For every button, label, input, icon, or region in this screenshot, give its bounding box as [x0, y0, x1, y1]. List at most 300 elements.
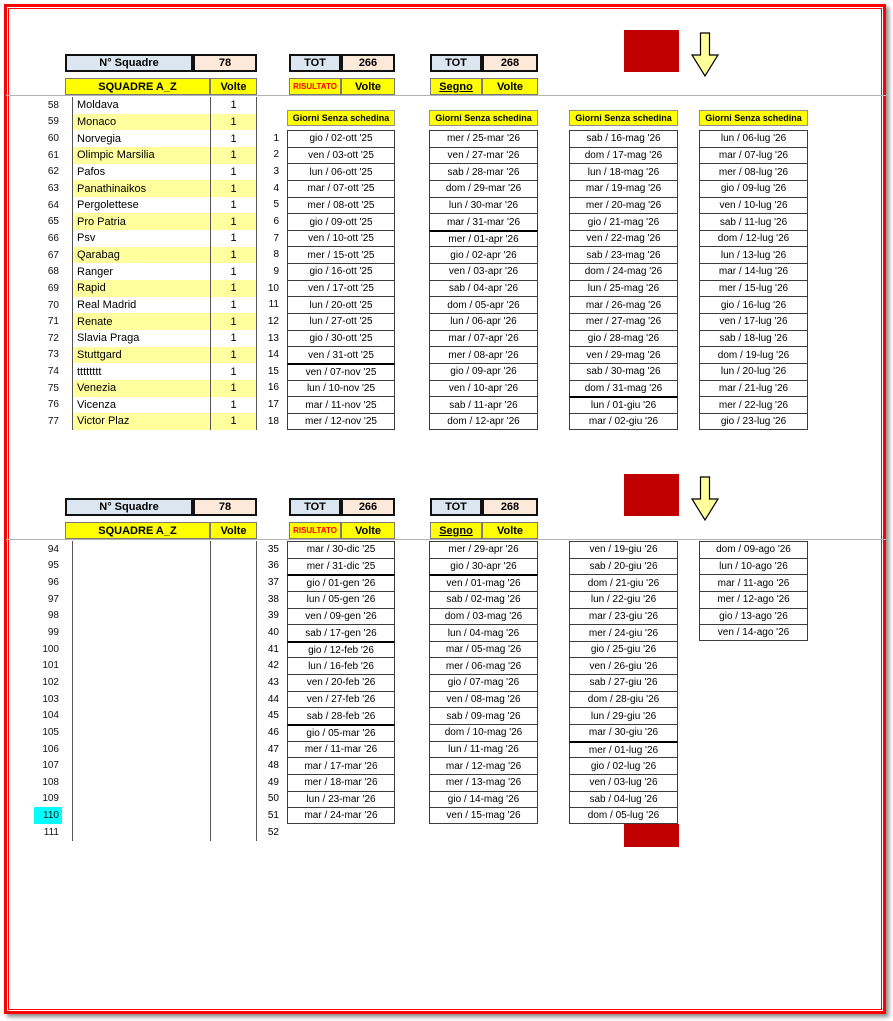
- date-index-cell[interactable]: 46: [267, 726, 279, 738]
- team-row[interactable]: [72, 591, 257, 608]
- squadre-az-header[interactable]: SQUADRE A_Z: [65, 78, 210, 95]
- team-row[interactable]: [72, 247, 257, 264]
- team-row[interactable]: [72, 230, 257, 247]
- n-squadre-label-cell[interactable]: N° Squadre: [65, 54, 193, 72]
- date-cell[interactable]: lun / 04-mag '26: [429, 624, 538, 641]
- team-row[interactable]: [72, 624, 257, 641]
- date-cell[interactable]: mer / 24-giu '26: [569, 624, 678, 641]
- team-name-cell[interactable]: Real Madrid: [77, 299, 137, 311]
- row-number-cell[interactable]: 61: [47, 149, 59, 161]
- team-name-cell[interactable]: Psv: [77, 232, 96, 245]
- date-cell[interactable]: sab / 04-apr '26: [429, 280, 538, 297]
- team-name-cell[interactable]: [73, 674, 210, 691]
- date-cell[interactable]: mar / 02-giu '26: [569, 413, 678, 430]
- team-volte-cell[interactable]: 1: [210, 380, 256, 397]
- date-index-cell[interactable]: 2: [273, 149, 279, 161]
- tot-risultato-value-cell[interactable]: 266: [341, 498, 395, 516]
- date-cell[interactable]: gio / 30-apr '26: [429, 558, 538, 575]
- date-cell[interactable]: gio / 25-giu '26: [569, 641, 678, 658]
- team-row[interactable]: [72, 280, 257, 297]
- date-cell[interactable]: gio / 07-mag '26: [429, 674, 538, 691]
- team-volte-cell[interactable]: 1: [210, 213, 256, 230]
- date-index-cell[interactable]: 43: [267, 676, 279, 688]
- date-index-cell[interactable]: 40: [267, 627, 279, 639]
- row-number-cell[interactable]: 110: [34, 807, 62, 824]
- date-index-cell[interactable]: 45: [267, 710, 279, 722]
- date-cell[interactable]: lun / 06-apr '26: [429, 313, 538, 330]
- date-cell[interactable]: lun / 29-giu '26: [569, 707, 678, 724]
- row-number-cell[interactable]: 104: [42, 710, 59, 722]
- date-index-cell[interactable]: 11: [268, 299, 279, 311]
- giorni-senza-schedina-header[interactable]: Giorni Senza schedina: [429, 110, 538, 126]
- team-volte-cell[interactable]: 1: [210, 363, 256, 380]
- row-number-cell[interactable]: 58: [47, 99, 59, 111]
- team-name-cell[interactable]: Slavia Praga: [77, 332, 140, 345]
- date-cell[interactable]: lun / 18-mag '26: [569, 163, 678, 180]
- date-cell[interactable]: gio / 16-ott '25: [287, 263, 395, 280]
- date-index-cell[interactable]: 18: [267, 415, 279, 427]
- team-row[interactable]: [72, 657, 257, 674]
- date-cell[interactable]: gio / 09-apr '26: [429, 363, 538, 380]
- team-volte-cell[interactable]: 1: [210, 297, 256, 314]
- date-cell[interactable]: sab / 20-giu '26: [569, 558, 678, 575]
- date-cell[interactable]: dom / 21-giu '26: [569, 574, 678, 591]
- date-cell[interactable]: dom / 24-mag '26: [569, 263, 678, 280]
- date-cell[interactable]: mer / 06-mag '26: [429, 657, 538, 674]
- date-cell[interactable]: dom / 05-apr '26: [429, 296, 538, 313]
- team-name-cell[interactable]: [73, 757, 210, 774]
- date-cell[interactable]: lun / 13-lug '26: [699, 246, 808, 263]
- team-row[interactable]: [72, 807, 257, 824]
- date-cell[interactable]: dom / 12-lug '26: [699, 230, 808, 247]
- tot-segno-value-cell[interactable]: 268: [482, 54, 538, 72]
- date-cell[interactable]: mar / 07-lug '26: [699, 147, 808, 164]
- date-cell[interactable]: gio / 09-ott '25: [287, 213, 395, 230]
- date-index-cell[interactable]: 47: [267, 743, 279, 755]
- team-name-cell[interactable]: [73, 541, 210, 558]
- row-number-cell[interactable]: 70: [47, 299, 59, 311]
- row-number-cell[interactable]: 95: [47, 560, 59, 572]
- team-name-cell[interactable]: Rapid: [77, 282, 106, 295]
- team-volte-cell[interactable]: 1: [210, 230, 256, 247]
- date-cell[interactable]: gio / 01-gen '26: [287, 574, 395, 591]
- risultato-volte-header[interactable]: Volte: [341, 522, 395, 539]
- row-number-cell[interactable]: 60: [47, 133, 59, 145]
- date-index-cell[interactable]: 12: [267, 315, 279, 327]
- tot-segno-value-cell[interactable]: 268: [482, 498, 538, 516]
- team-row[interactable]: [72, 541, 257, 558]
- date-cell[interactable]: mar / 30-giu '26: [569, 724, 678, 741]
- team-volte-cell[interactable]: [210, 724, 256, 741]
- team-volte-cell[interactable]: 1: [210, 130, 256, 147]
- segno-header[interactable]: Segno: [430, 522, 482, 539]
- row-number-cell[interactable]: 69: [47, 282, 59, 294]
- date-cell[interactable]: mar / 14-lug '26: [699, 263, 808, 280]
- date-cell[interactable]: sab / 18-lug '26: [699, 330, 808, 347]
- date-cell[interactable]: sab / 11-lug '26: [699, 213, 808, 230]
- date-cell[interactable]: sab / 30-mag '26: [569, 363, 678, 380]
- date-cell[interactable]: mar / 21-lug '26: [699, 380, 808, 397]
- date-cell[interactable]: ven / 15-mag '26: [429, 807, 538, 824]
- team-volte-cell[interactable]: 1: [210, 97, 256, 114]
- date-cell[interactable]: lun / 27-ott '25: [287, 313, 395, 330]
- team-name-cell[interactable]: [73, 707, 210, 724]
- team-name-cell[interactable]: tttttttt: [77, 365, 102, 378]
- team-row[interactable]: [72, 180, 257, 197]
- team-volte-cell[interactable]: [210, 657, 256, 674]
- date-cell[interactable]: dom / 17-mag '26: [569, 147, 678, 164]
- date-cell[interactable]: gio / 30-ott '25: [287, 330, 395, 347]
- team-volte-cell[interactable]: 1: [210, 330, 256, 347]
- squadre-az-header[interactable]: SQUADRE A_Z: [65, 522, 210, 539]
- team-name-cell[interactable]: [73, 791, 210, 808]
- date-index-cell[interactable]: 39: [267, 610, 279, 622]
- date-cell[interactable]: mar / 19-mag '26: [569, 180, 678, 197]
- date-index-cell[interactable]: 9: [273, 265, 279, 277]
- date-cell[interactable]: lun / 06-ott '25: [287, 163, 395, 180]
- date-cell[interactable]: dom / 09-ago '26: [699, 541, 808, 558]
- date-cell[interactable]: sab / 17-gen '26: [287, 624, 395, 641]
- date-cell[interactable]: lun / 01-giu '26: [569, 396, 678, 413]
- date-cell[interactable]: mar / 24-mar '26: [287, 807, 395, 824]
- team-name-cell[interactable]: Venezia: [77, 382, 117, 395]
- row-number-cell[interactable]: 102: [42, 676, 59, 688]
- squadre-volte-header[interactable]: Volte: [210, 78, 257, 95]
- date-cell[interactable]: gio / 02-lug '26: [569, 757, 678, 774]
- team-name-cell[interactable]: Pafos: [77, 165, 106, 178]
- date-cell[interactable]: mer / 31-dic '25: [287, 558, 395, 575]
- team-name-cell[interactable]: [73, 824, 210, 841]
- date-index-cell[interactable]: 38: [267, 593, 279, 605]
- row-number-cell[interactable]: 109: [42, 793, 59, 805]
- row-number-cell[interactable]: 77: [47, 415, 59, 427]
- team-row[interactable]: [72, 347, 257, 364]
- date-index-cell[interactable]: 36: [267, 560, 279, 572]
- team-name-cell[interactable]: Renate: [77, 315, 113, 328]
- team-name-cell[interactable]: Vicenza: [77, 398, 116, 411]
- team-name-cell[interactable]: Pergolettese: [77, 199, 139, 212]
- date-index-cell[interactable]: 50: [267, 793, 279, 805]
- date-cell[interactable]: ven / 14-ago '26: [699, 624, 808, 641]
- date-cell[interactable]: gio / 09-lug '26: [699, 180, 808, 197]
- team-volte-cell[interactable]: 1: [210, 197, 256, 214]
- date-cell[interactable]: ven / 10-ott '25: [287, 230, 395, 247]
- date-cell[interactable]: mer / 12-ago '26: [699, 591, 808, 608]
- team-volte-cell[interactable]: [210, 774, 256, 791]
- date-cell[interactable]: mer / 11-mar '26: [287, 741, 395, 758]
- row-number-cell[interactable]: 111: [43, 826, 59, 838]
- date-cell[interactable]: lun / 30-mar '26: [429, 197, 538, 214]
- giorni-senza-schedina-header[interactable]: Giorni Senza schedina: [699, 110, 808, 126]
- team-name-cell[interactable]: [73, 608, 210, 625]
- row-number-cell[interactable]: 72: [47, 332, 59, 344]
- team-volte-cell[interactable]: 1: [210, 280, 256, 297]
- date-cell[interactable]: mer / 27-mag '26: [569, 313, 678, 330]
- team-volte-cell[interactable]: [210, 807, 256, 824]
- date-cell[interactable]: lun / 22-giu '26: [569, 591, 678, 608]
- date-cell[interactable]: mar / 07-apr '26: [429, 330, 538, 347]
- date-cell[interactable]: mer / 12-nov '25: [287, 413, 395, 430]
- date-cell[interactable]: gio / 16-lug '26: [699, 296, 808, 313]
- date-cell[interactable]: dom / 03-mag '26: [429, 608, 538, 625]
- team-row[interactable]: [72, 724, 257, 741]
- team-row[interactable]: [72, 263, 257, 280]
- row-number-cell[interactable]: 73: [47, 349, 59, 361]
- team-volte-cell[interactable]: [210, 608, 256, 625]
- team-name-cell[interactable]: Pro Patria: [77, 215, 126, 228]
- date-cell[interactable]: ven / 08-mag '26: [429, 691, 538, 708]
- team-volte-cell[interactable]: 1: [210, 397, 256, 414]
- date-cell[interactable]: ven / 03-lug '26: [569, 774, 678, 791]
- tot-segno-label-cell[interactable]: TOT: [430, 498, 482, 516]
- date-cell[interactable]: ven / 03-ott '25: [287, 147, 395, 164]
- team-row[interactable]: [72, 574, 257, 591]
- date-index-cell[interactable]: 44: [267, 693, 279, 705]
- team-volte-cell[interactable]: 1: [210, 413, 256, 430]
- team-name-cell[interactable]: [73, 624, 210, 641]
- date-index-cell[interactable]: 3: [273, 166, 279, 178]
- segno-volte-header[interactable]: Volte: [482, 522, 538, 539]
- date-index-cell[interactable]: 14: [267, 349, 279, 361]
- date-cell[interactable]: dom / 12-apr '26: [429, 413, 538, 430]
- date-cell[interactable]: ven / 26-giu '26: [569, 657, 678, 674]
- team-name-cell[interactable]: [73, 574, 210, 591]
- team-volte-cell[interactable]: 1: [210, 247, 256, 264]
- team-row[interactable]: [72, 397, 257, 414]
- team-row[interactable]: [72, 363, 257, 380]
- date-index-cell[interactable]: 4: [273, 182, 279, 194]
- date-cell[interactable]: sab / 04-lug '26: [569, 791, 678, 808]
- team-volte-cell[interactable]: [210, 791, 256, 808]
- team-row[interactable]: [72, 413, 257, 430]
- date-index-cell[interactable]: 6: [273, 216, 279, 228]
- date-cell[interactable]: mar / 31-mar '26: [429, 213, 538, 230]
- team-name-cell[interactable]: Stuttgard: [77, 348, 122, 361]
- row-number-cell[interactable]: 97: [47, 593, 59, 605]
- date-cell[interactable]: ven / 27-feb '26: [287, 691, 395, 708]
- giorni-senza-schedina-header[interactable]: Giorni Senza schedina: [569, 110, 678, 126]
- team-row[interactable]: [72, 558, 257, 575]
- team-name-cell[interactable]: Victor Plaz: [77, 415, 130, 428]
- date-cell[interactable]: mer / 08-ott '25: [287, 197, 395, 214]
- date-cell[interactable]: ven / 10-lug '26: [699, 197, 808, 214]
- row-number-cell[interactable]: 106: [42, 743, 59, 755]
- date-cell[interactable]: gio / 21-mag '26: [569, 213, 678, 230]
- date-cell[interactable]: mer / 08-lug '26: [699, 163, 808, 180]
- date-cell[interactable]: gio / 02-ott '25: [287, 130, 395, 147]
- team-row[interactable]: [72, 707, 257, 724]
- team-volte-cell[interactable]: [210, 674, 256, 691]
- date-cell[interactable]: mar / 12-mag '26: [429, 757, 538, 774]
- team-name-cell[interactable]: [73, 691, 210, 708]
- date-cell[interactable]: mer / 22-lug '26: [699, 396, 808, 413]
- tot-risultato-label-cell[interactable]: TOT: [289, 498, 341, 516]
- date-cell[interactable]: mer / 29-apr '26: [429, 541, 538, 558]
- date-cell[interactable]: gio / 02-apr '26: [429, 246, 538, 263]
- date-cell[interactable]: dom / 19-lug '26: [699, 346, 808, 363]
- team-row[interactable]: [72, 97, 257, 114]
- row-number-cell[interactable]: 105: [42, 726, 59, 738]
- team-row[interactable]: [72, 757, 257, 774]
- team-volte-cell[interactable]: 1: [210, 164, 256, 181]
- team-row[interactable]: [72, 741, 257, 758]
- team-row[interactable]: [72, 608, 257, 625]
- date-cell[interactable]: gio / 28-mag '26: [569, 330, 678, 347]
- n-squadre-label-cell[interactable]: N° Squadre: [65, 498, 193, 516]
- team-volte-cell[interactable]: 1: [210, 147, 256, 164]
- date-cell[interactable]: mer / 08-apr '26: [429, 346, 538, 363]
- date-cell[interactable]: ven / 10-apr '26: [429, 380, 538, 397]
- team-name-cell[interactable]: [73, 591, 210, 608]
- date-cell[interactable]: mar / 30-dic '25: [287, 541, 395, 558]
- date-cell[interactable]: lun / 20-ott '25: [287, 296, 395, 313]
- row-number-cell[interactable]: 101: [42, 660, 59, 672]
- date-cell[interactable]: ven / 22-mag '26: [569, 230, 678, 247]
- date-index-cell[interactable]: 8: [273, 249, 279, 261]
- date-cell[interactable]: dom / 29-mar '26: [429, 180, 538, 197]
- date-cell[interactable]: sab / 23-mag '26: [569, 246, 678, 263]
- date-cell[interactable]: lun / 20-lug '26: [699, 363, 808, 380]
- date-cell[interactable]: mer / 15-ott '25: [287, 246, 395, 263]
- date-cell[interactable]: lun / 06-lug '26: [699, 130, 808, 147]
- team-name-cell[interactable]: [73, 741, 210, 758]
- date-cell[interactable]: mar / 17-mar '26: [287, 757, 395, 774]
- date-cell[interactable]: mar / 11-nov '25: [287, 396, 395, 413]
- tot-segno-label-cell[interactable]: TOT: [430, 54, 482, 72]
- row-number-cell[interactable]: 76: [47, 399, 59, 411]
- date-cell[interactable]: sab / 09-mag '26: [429, 707, 538, 724]
- tot-risultato-value-cell[interactable]: 266: [341, 54, 395, 72]
- date-cell[interactable]: ven / 17-lug '26: [699, 313, 808, 330]
- date-cell[interactable]: mer / 18-mar '26: [287, 774, 395, 791]
- date-index-cell[interactable]: 37: [267, 577, 279, 589]
- row-number-cell[interactable]: 63: [47, 183, 59, 195]
- row-number-cell[interactable]: 107: [42, 760, 59, 772]
- date-cell[interactable]: gio / 13-ago '26: [699, 608, 808, 625]
- date-cell[interactable]: ven / 09-gen '26: [287, 608, 395, 625]
- date-cell[interactable]: ven / 31-ott '25: [287, 346, 395, 363]
- date-index-cell[interactable]: 15: [267, 365, 279, 377]
- date-index-cell[interactable]: 52: [267, 826, 279, 838]
- team-volte-cell[interactable]: [210, 574, 256, 591]
- team-name-cell[interactable]: [73, 657, 210, 674]
- row-number-cell[interactable]: 59: [47, 116, 59, 128]
- team-volte-cell[interactable]: [210, 591, 256, 608]
- team-row[interactable]: [72, 330, 257, 347]
- team-row[interactable]: [72, 641, 257, 658]
- tot-risultato-label-cell[interactable]: TOT: [289, 54, 341, 72]
- team-row[interactable]: [72, 674, 257, 691]
- date-cell[interactable]: mer / 01-lug '26: [569, 741, 678, 758]
- date-cell[interactable]: ven / 20-feb '26: [287, 674, 395, 691]
- date-cell[interactable]: gio / 12-feb '26: [287, 641, 395, 658]
- n-squadre-value-cell[interactable]: 78: [193, 54, 257, 72]
- team-volte-cell[interactable]: [210, 641, 256, 658]
- row-number-cell[interactable]: 67: [47, 249, 59, 261]
- row-number-cell[interactable]: 62: [47, 166, 59, 178]
- date-index-cell[interactable]: 48: [267, 760, 279, 772]
- risultato-volte-header[interactable]: Volte: [341, 78, 395, 95]
- team-volte-cell[interactable]: [210, 707, 256, 724]
- team-name-cell[interactable]: [73, 641, 210, 658]
- date-cell[interactable]: dom / 28-giu '26: [569, 691, 678, 708]
- date-cell[interactable]: mer / 20-mag '26: [569, 197, 678, 214]
- row-number-cell[interactable]: 71: [47, 316, 59, 328]
- row-number-cell[interactable]: 108: [42, 776, 59, 788]
- risultato-header[interactable]: RISULTATO: [289, 522, 341, 539]
- date-index-cell[interactable]: 35: [267, 543, 279, 555]
- date-cell[interactable]: dom / 05-lug '26: [569, 807, 678, 824]
- team-name-cell[interactable]: [73, 558, 210, 575]
- date-cell[interactable]: lun / 10-ago '26: [699, 558, 808, 575]
- date-cell[interactable]: ven / 03-apr '26: [429, 263, 538, 280]
- team-volte-cell[interactable]: [210, 558, 256, 575]
- row-number-cell[interactable]: 100: [42, 643, 59, 655]
- team-volte-cell[interactable]: 1: [210, 114, 256, 131]
- row-number-cell[interactable]: 68: [47, 266, 59, 278]
- row-number-cell[interactable]: 64: [47, 199, 59, 211]
- segno-header[interactable]: Segno: [430, 78, 482, 95]
- date-cell[interactable]: ven / 07-nov '25: [287, 363, 395, 380]
- date-cell[interactable]: sab / 02-mag '26: [429, 591, 538, 608]
- giorni-senza-schedina-header[interactable]: Giorni Senza schedina: [287, 110, 395, 126]
- date-index-cell[interactable]: 17: [267, 399, 279, 411]
- date-cell[interactable]: mar / 11-ago '26: [699, 574, 808, 591]
- date-index-cell[interactable]: 51: [267, 810, 279, 822]
- date-cell[interactable]: sab / 11-apr '26: [429, 396, 538, 413]
- team-volte-cell[interactable]: [210, 757, 256, 774]
- risultato-header[interactable]: RISULTATO: [289, 78, 341, 95]
- segno-volte-header[interactable]: Volte: [482, 78, 538, 95]
- team-volte-cell[interactable]: [210, 624, 256, 641]
- date-cell[interactable]: sab / 27-giu '26: [569, 674, 678, 691]
- date-cell[interactable]: sab / 28-feb '26: [287, 707, 395, 724]
- date-index-cell[interactable]: 13: [267, 332, 279, 344]
- date-cell[interactable]: ven / 01-mag '26: [429, 574, 538, 591]
- date-cell[interactable]: lun / 11-mag '26: [429, 741, 538, 758]
- date-cell[interactable]: lun / 10-nov '25: [287, 380, 395, 397]
- date-cell[interactable]: mar / 07-ott '25: [287, 180, 395, 197]
- team-name-cell[interactable]: [73, 774, 210, 791]
- team-volte-cell[interactable]: [210, 691, 256, 708]
- date-cell[interactable]: sab / 28-mar '26: [429, 163, 538, 180]
- row-number-cell[interactable]: 65: [47, 216, 59, 228]
- row-number-cell[interactable]: 96: [47, 577, 59, 589]
- team-name-cell[interactable]: Olimpic Marsilia: [77, 149, 155, 162]
- team-row[interactable]: [72, 824, 257, 841]
- team-name-cell[interactable]: Panathinaikos: [77, 182, 147, 195]
- row-number-cell[interactable]: 98: [47, 610, 59, 622]
- date-cell[interactable]: sab / 16-mag '26: [569, 130, 678, 147]
- team-volte-cell[interactable]: 1: [210, 180, 256, 197]
- team-row[interactable]: [72, 130, 257, 147]
- team-volte-cell[interactable]: 1: [210, 263, 256, 280]
- row-number-cell[interactable]: 103: [42, 693, 59, 705]
- team-row[interactable]: [72, 197, 257, 214]
- date-cell[interactable]: lun / 25-mag '26: [569, 280, 678, 297]
- team-row[interactable]: [72, 213, 257, 230]
- team-name-cell[interactable]: [73, 807, 210, 824]
- date-index-cell[interactable]: 10: [267, 282, 279, 294]
- date-cell[interactable]: ven / 29-mag '26: [569, 346, 678, 363]
- date-cell[interactable]: mer / 15-lug '26: [699, 280, 808, 297]
- date-index-cell[interactable]: 41: [267, 643, 279, 655]
- team-name-cell[interactable]: Ranger: [77, 265, 114, 278]
- team-name-cell[interactable]: Moldava: [77, 99, 119, 112]
- team-volte-cell[interactable]: [210, 541, 256, 558]
- date-index-cell[interactable]: 1: [273, 132, 279, 144]
- team-volte-cell[interactable]: 1: [210, 347, 256, 364]
